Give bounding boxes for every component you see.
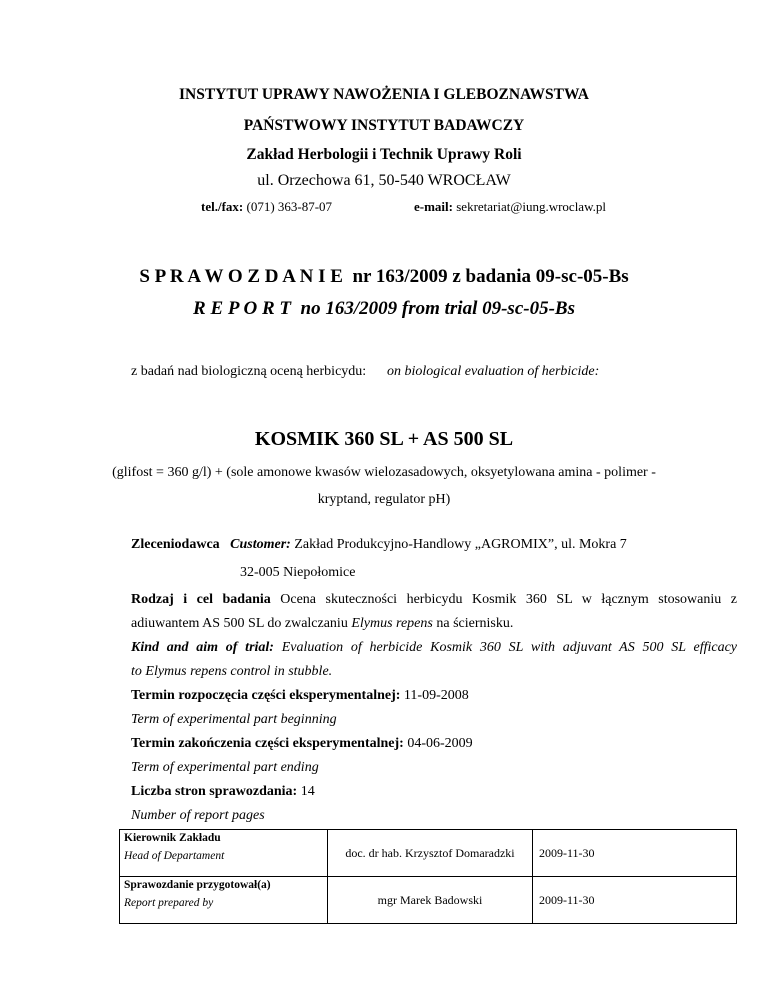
signature-table xyxy=(119,829,737,924)
tel-fax: tel./fax: (071) 363-87-07 xyxy=(201,199,333,214)
product-name: KOSMIK 360 SL + AS 500 SL xyxy=(254,428,514,450)
evaluation-pl: z badań nad biologiczną oceną herbicydu: xyxy=(131,364,367,379)
name-cell: mgr Marek Badowski xyxy=(328,877,533,924)
client-city: 32-005 Niepołomice xyxy=(240,565,356,580)
kind-line-1: Rodzaj i cel badania Ocena skuteczności herbicydu Kosmik 360 SL w łącznym stosowaniu z xyxy=(131,592,737,607)
name-cell: doc. dr hab. Krzysztof Domaradzki xyxy=(328,830,533,877)
evaluation-en: on biological evaluation of herbicide: xyxy=(387,364,600,379)
kind-en-line-1: Kind and aim of trial: Evaluation of herbicide Kosmik 360 SL with adjuvant AS 500 SL efficacy xyxy=(131,640,738,655)
kind-en-line-2: to Elymus repens control in stubble. xyxy=(131,664,333,679)
end-term-en: Term of experimental part ending xyxy=(131,760,319,775)
start-term: Termin rozpoczęcia części eksperymentalnej: 11-09-2008 xyxy=(131,688,469,703)
table-row xyxy=(120,877,737,924)
role-cell: Kierownik Zakładu Head of Departament xyxy=(120,830,328,877)
start-term-en: Term of experimental part beginning xyxy=(131,712,337,727)
client-line: Zleceniodawca Customer: Zakład Produkcyjno-Handlowy „AGROMIX”, ul. Mokra 7 xyxy=(131,537,627,552)
end-term: Termin zakończenia części eksperymentalnej: 04-06-2009 xyxy=(131,736,473,751)
product-composition-1: (glifost = 360 g/l) + (sole amonowe kwasów wielozasadowych, oksyetylowana amina - polimer - xyxy=(112,465,656,480)
pages-count-en: Number of report pages xyxy=(131,808,265,823)
date-cell: 2009-11-30 xyxy=(533,830,737,877)
product-composition-2: kryptand, regulator pH) xyxy=(317,492,451,507)
table-row xyxy=(120,830,737,877)
email: e-mail: sekretariat@iung.wroclaw.pl xyxy=(414,199,606,214)
pages-count: Liczba stron sprawozdania: 14 xyxy=(131,784,315,799)
state-institute: PAŃSTWOWY INSTYTUT BADAWCZY xyxy=(243,117,525,134)
address: ul. Orzechowa 61, 50-540 WROCŁAW xyxy=(257,172,511,189)
report-title-pl: S P R A W O Z D A N I E nr 163/2009 z badania 09-sc-05-Bs xyxy=(139,266,629,287)
role-cell: Sprawozdanie przygotował(a) Report prepared by xyxy=(120,877,328,924)
date-cell: 2009-11-30 xyxy=(533,877,737,924)
kind-line-2: adiuwantem AS 500 SL do zwalczaniu Elymus repens na ściernisku. xyxy=(131,616,514,631)
department-name: Zakład Herbologii i Technik Uprawy Roli xyxy=(246,146,522,163)
institute-name: INSTYTUT UPRAWY NAWOŻENIA I GLEBOZNAWSTWA xyxy=(179,86,589,103)
report-title-en: R E P O R T no 163/2009 from trial 09-sc-05-Bs xyxy=(193,298,575,319)
